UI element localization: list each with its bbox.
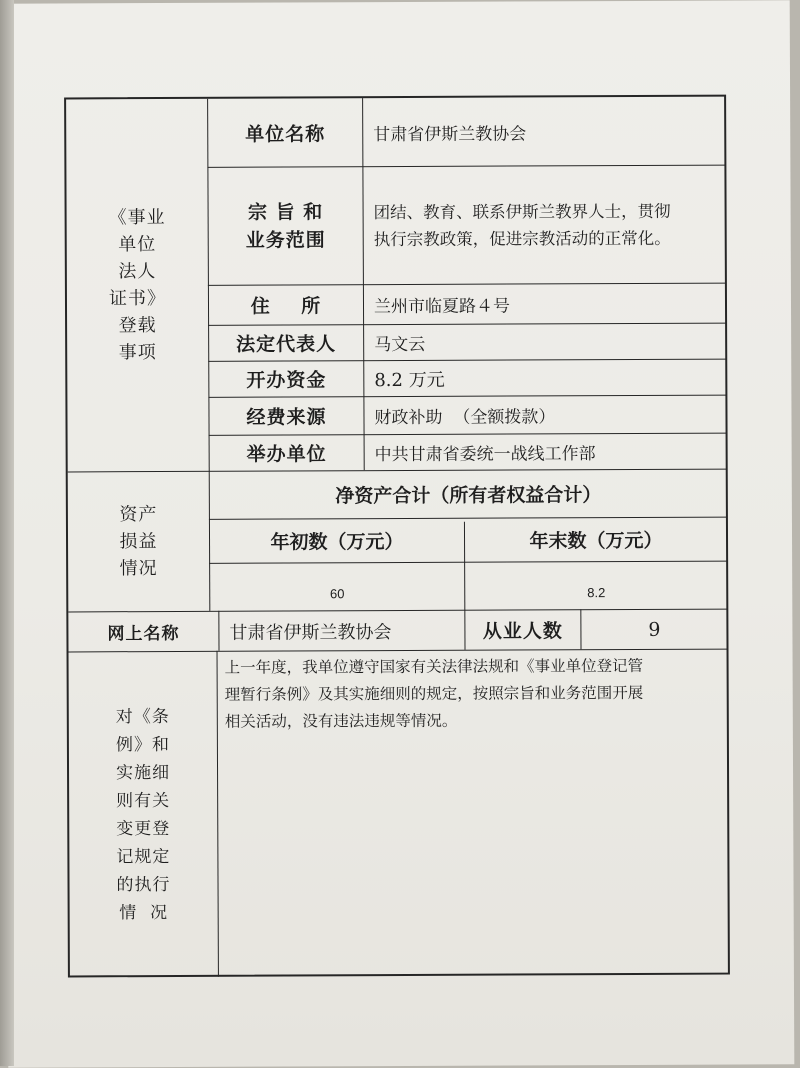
label-line: 登载 [118,315,157,337]
label-line: 记规定 [116,846,171,867]
start-capital-value: 8.2 万元 [374,369,445,391]
start-capital-label: 开办资金 [246,369,327,392]
address-value: 兰州市临夏路４号 [373,296,511,318]
legal-representative-label: 法定代表人 [236,333,337,356]
label-line: 对《条 [115,706,170,727]
label-line: 证书》 [108,288,167,310]
label-line: 则有关 [116,790,171,811]
compliance-section-label [69,652,218,978]
sponsor-unit-value: 中共甘肃省委统一战线工作部 [374,444,596,466]
text-line: 理暂行条例》及其实施细则的规定，按照宗旨和业务范围开展 [224,683,644,704]
label-line: 的执行 [116,874,171,895]
assets-section-label [68,472,210,612]
label-line: 单位 [118,234,157,256]
label-line: 资产 [119,504,158,526]
label-line: 情况 [119,558,158,580]
staff-count-value: 9 [648,618,661,641]
purpose-scope-value [363,166,726,285]
compliance-statement [225,653,725,735]
year-end-label: 年末数（万元） [529,529,663,553]
text-line: 执行宗教政策，促进宗教活动的正常化。 [373,228,671,249]
text-line: 上一年度，我单位遵守国家有关法律法规和《事业单位登记管 [224,656,644,677]
label-line: 《事业 [108,207,166,229]
funding-source-value: 财政补助 （全额拨款） [374,407,556,429]
label-line: 事项 [118,342,157,364]
sponsor-unit-label: 举办单位 [246,443,327,466]
text-line: 相关活动，没有违法违规等情况。 [224,711,458,731]
paper-sheet [4,0,795,1067]
text-line: 团结、教育、联系伊斯兰教界人士，贯彻 [373,201,671,222]
purpose-scope-label [208,167,363,285]
year-end-value: 8.2 [587,585,606,601]
unit-name-value: 甘肃省伊斯兰教协会 [373,123,527,145]
online-name-value: 甘肃省伊斯兰教协会 [229,621,392,644]
label-line: 实施细 [115,762,171,783]
year-start-label: 年初数（万元） [270,530,404,554]
label-line: 宗 旨 和 [247,200,324,224]
year-start-value: 60 [329,586,345,602]
funding-source-label: 经费来源 [246,406,327,429]
label-line: 损益 [119,531,158,553]
unit-name-label: 单位名称 [245,122,326,146]
address-label: 住 所 [250,295,322,318]
registration-section-label [66,99,209,472]
label-line: 法人 [118,261,157,283]
legal-representative-value: 马文云 [374,334,426,356]
label-line: 业务范围 [245,228,326,252]
net-assets-title: 净资产合计（所有者权益合计） [335,484,602,508]
online-name-label: 网上名称 [107,623,180,645]
registration-table [64,95,730,978]
page-edge-shadow [0,0,14,1066]
label-line: 情 况 [119,902,169,923]
label-line: 变更登 [116,818,171,839]
staff-count-label: 从业人数 [482,620,563,643]
label-line: 例》和 [115,734,170,755]
